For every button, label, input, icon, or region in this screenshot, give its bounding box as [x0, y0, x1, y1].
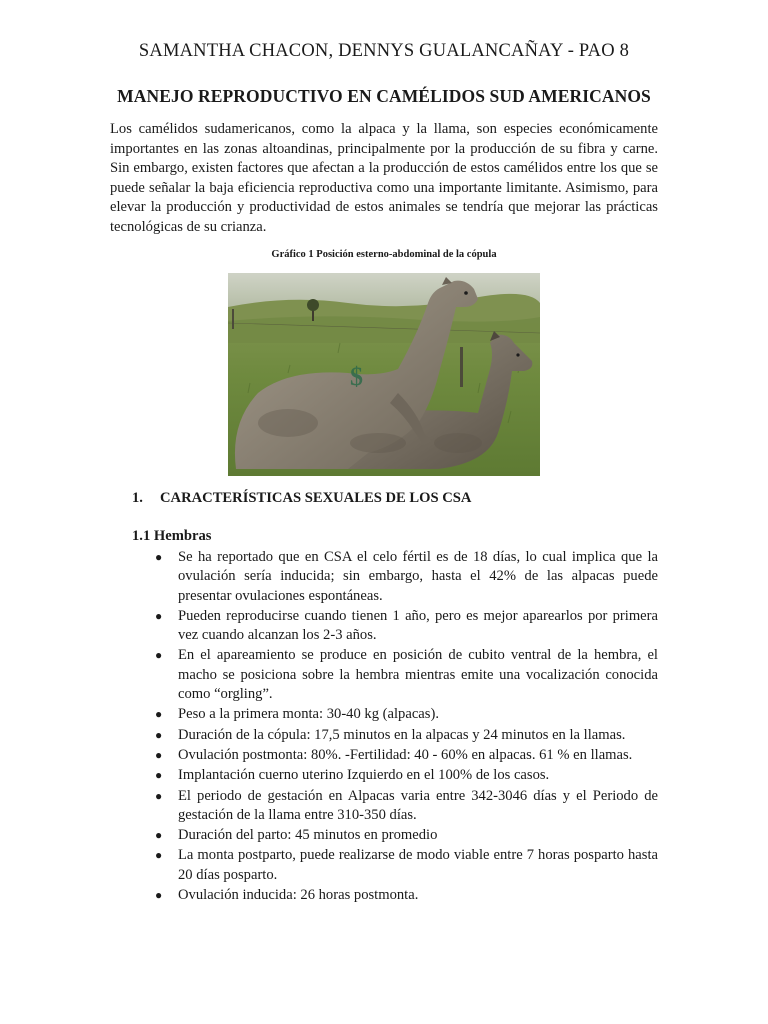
bullet-icon: ●: [155, 747, 163, 762]
list-item-text: Implantación cuerno uterino Izquierdo en el 100% de los casos.: [178, 767, 550, 784]
list-item: [152, 607, 658, 646]
bullet-icon: ●: [155, 768, 163, 783]
list-item-text: Peso a la primera monta: 30-40 kg (alpacas).: [178, 706, 439, 723]
subsection-heading: 1.1 Hembras: [132, 528, 212, 544]
svg-text:$: $: [350, 362, 363, 391]
authors-line: SAMANTHA CHACON, DENNYS GUALANCAÑAY - PAO 8: [138, 41, 630, 61]
bullet-icon: ●: [155, 550, 163, 564]
list-item-text: Duración del parto: 45 minutos en promedio: [178, 827, 438, 844]
list-item: [152, 746, 658, 765]
bullet-icon: ●: [155, 608, 163, 623]
list-item-text: El periodo de gestación en Alpacas varia entre 342-3046 días y el Periodo de gestación de la llama entre 310-350 días.: [178, 787, 658, 823]
list-item-text: En el apareamiento se produce en posición de cubito ventral de la hembra, el macho se posiciona sobre la hembra mientras emite una vocalización conocida como “orgling”.: [178, 647, 658, 703]
section-heading-text: CARACTERÍSTICAS SEXUALES DE LOS CSA: [160, 490, 472, 506]
list-item: [152, 826, 658, 845]
bullet-icon: ●: [155, 707, 163, 722]
list-item-text: Ovulación postmonta: 80%. -Fertilidad: 40 - 60% en alpacas. 61 % en llamas.: [178, 746, 633, 763]
intro-paragraph: Los camélidos sudamericanos, como la alpaca y la llama, son especies económicamente importantes en las zonas altoandinas, principalmente por la producción de su fibra y carne. Sin embargo, existen factores que afectan a la producción de estos camélidos entre los que se puede señalar la baja eficiencia reproductiva como una importante limitante. Asimismo, para elevar la producción y productividad de estos animales se tendría que mejorar las prácticas tecnológicas de su crianza.: [110, 121, 658, 235]
list-item-text: Duración de la cópula: 17,5 minutos en la alpacas y 24 minutos en la llamas.: [178, 726, 626, 743]
section-heading: [132, 490, 471, 507]
bullet-icon: ●: [155, 828, 163, 843]
list-item: [152, 548, 658, 606]
list-item: [152, 787, 658, 826]
bullet-icon: ●: [155, 788, 163, 803]
list-item: [152, 646, 658, 704]
list-item: [152, 886, 658, 905]
bullet-icon: ●: [155, 648, 163, 663]
alpaca-photo: [228, 273, 540, 476]
section-number: 1.: [132, 490, 143, 506]
list-item-text: Ovulación inducida: 26 horas postmonta.: [178, 887, 419, 904]
bullet-icon: ●: [155, 848, 163, 863]
document-title: MANEJO REPRODUCTIVO EN CAMÉLIDOS SUD AMERICANOS: [117, 86, 651, 106]
bullet-icon: ●: [155, 727, 163, 742]
list-item-text: Se ha reportado que en CSA el celo fértil es de 18 días, lo cual implica que la ovulación sería inducida; sin embargo, hasta el 42% de las alpacas puede presentar ovulaciones espontáneas.: [178, 549, 658, 604]
list-item: [152, 766, 658, 785]
list-item: [152, 705, 658, 724]
bullet-list: [152, 548, 658, 906]
figure-caption: Gráfico 1 Posición esterno-abdominal de la cópula: [271, 249, 497, 260]
list-item-text: La monta postparto, puede realizarse de modo viable entre 7 horas posparto hasta 20 días posparto.: [178, 847, 658, 883]
list-item: [152, 846, 658, 885]
bullet-icon: ●: [155, 888, 163, 903]
list-item-text: Pueden reproducirse cuando tienen 1 año, pero es mejor aparearlos por primera vez cuando alcanzan los 2-3 años.: [178, 607, 658, 644]
list-item: [152, 726, 658, 745]
